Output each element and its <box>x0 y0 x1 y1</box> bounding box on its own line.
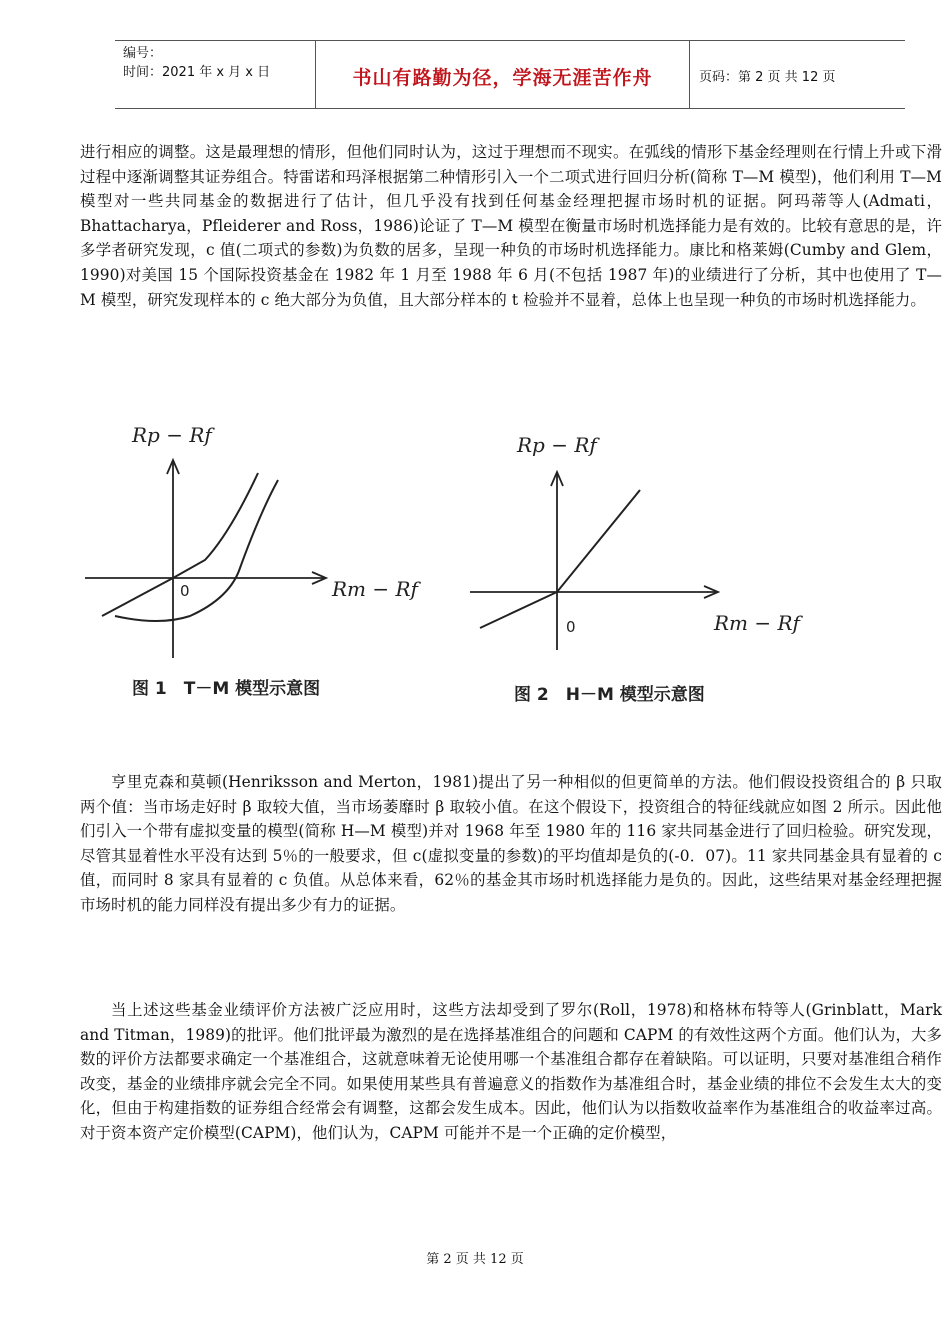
page-header <box>115 40 905 109</box>
fig2-caption: 图 2 H－M 模型示意图 <box>514 685 705 705</box>
hm-characteristic-line <box>480 490 640 628</box>
tm-lower-curve <box>115 480 278 621</box>
serial-label: 编号： <box>123 46 163 61</box>
fig2-origin: 0 <box>566 618 576 636</box>
header-motto: 书山有路勤为径，学海无涯苦作舟 <box>352 67 653 89</box>
time-label: 时间：2021 年 x 月 x 日 <box>123 65 271 80</box>
fig2-x-label: Rm − Rf <box>714 611 800 635</box>
paragraph-1: 进行相应的调整。这是最理想的情形，但他们同时认为，这过于理想而不现实。在弧线的情形下基金经理则在行情上升或下滑过程中逐渐调整其证券组合。特雷诺和玛泽根据第二种情形引入一个二项式进行回归分析(简称 T—M 模型)，他们利用 T—M 模型对一些共同基金的数据进行了估计，但几乎没有找到任何基金经理把握市场时机的证据。阿玛蒂等人(Admati，Bhattacharya，Pfleiderer and Ross，1986)论证了 T—M 模型在衡量市场时机选择能力是有效的。比较有意思的是，许多学者研究发现，c 值(二项式的参数)为负数的居多，呈现一种负的市场时机选择能力。康比和格莱姆(Cumby and Glem，1990)对美国 15 个国际投资基金在 1982 年 1 月至 1988 年 6 月(不包括 1987 年)的业绩进行了分析，其中也使用了 T—M 模型，研究发现样本的 c 绝大部分为负值，且大部分样本的 t 检验并不显着，总体上也呈现一种负的市场时机选择能力。 <box>80 143 942 309</box>
figure-tm-model <box>80 418 425 708</box>
fig1-y-label: Rp − Rf <box>132 423 212 447</box>
header-divider <box>689 41 690 108</box>
header-meta <box>123 44 270 82</box>
fig1-caption: 图 1 T－M 模型示意图 <box>132 679 321 699</box>
paragraph-3: 当上述这些基金业绩评价方法被广泛应用时，这些方法却受到了罗尔(Roll，1978)和格林布特等人(Grinblatt，Mark and Titman，1989)的批评。他们批评最为激烈的是在选择基准组合的问题和 CAPM 的有效性这两个方面。他们认为，大多数的评价方法都要求确定一个基准组合，这就意味着无论使用哪一个基准组合都存在着缺陷。可以证明，只要对基准组合稍作改变，基金的业绩排序就会完全不同。如果使用某些具有普遍意义的指数作为基准组合时，基金业绩的排位不会发生太大的变化，但由于构建指数的证券组合经常会有调整，这都会发生成本。因此，他们认为以指数收益率作为基准组合的收益率过高。对于资本资产定价模型(CAPM)，他们认为，CAPM 可能并不是一个正确的定价模型， <box>80 1001 942 1142</box>
page-footer: 第 2 页 共 12 页 <box>426 1252 524 1267</box>
fig2-y-label: Rp − Rf <box>517 433 597 457</box>
paragraph-2: 亨里克森和莫顿(Henriksson and Merton，1981)提出了另一种相似的但更简单的方法。他们假设投资组合的 β 只取两个值：当市场走好时 β 取较大值，当市场萎靡时 β 取较小值。在这个假设下，投资组合的特征线就应如图 2 所示。因此他们引入一个带有虚拟变量的模型(简称 H—M 模型)并对 1968 年至 1980 年的 116 家共同基金进行了回归检验。研究发现，尽管其显着性水平没有达到 5％的一般要求，但 c(虚拟变量的参数)的平均值却是负的(-0．07)。11 家共同基金具有显着的 c 值，而同时 8 家具有显着的 c 负值。从总体来看，62％的基金其市场时机选择能力是负的。因此，这些结果对基金经理把握市场时机的能力同样没有提出多少有力的证据。 <box>80 773 942 914</box>
figure-hm-model <box>462 428 800 713</box>
header-page-info: 页码：第 2 页 共 12 页 <box>699 70 836 85</box>
fig1-origin: 0 <box>180 582 190 600</box>
fig1-x-label: Rm − Rf <box>332 577 418 601</box>
